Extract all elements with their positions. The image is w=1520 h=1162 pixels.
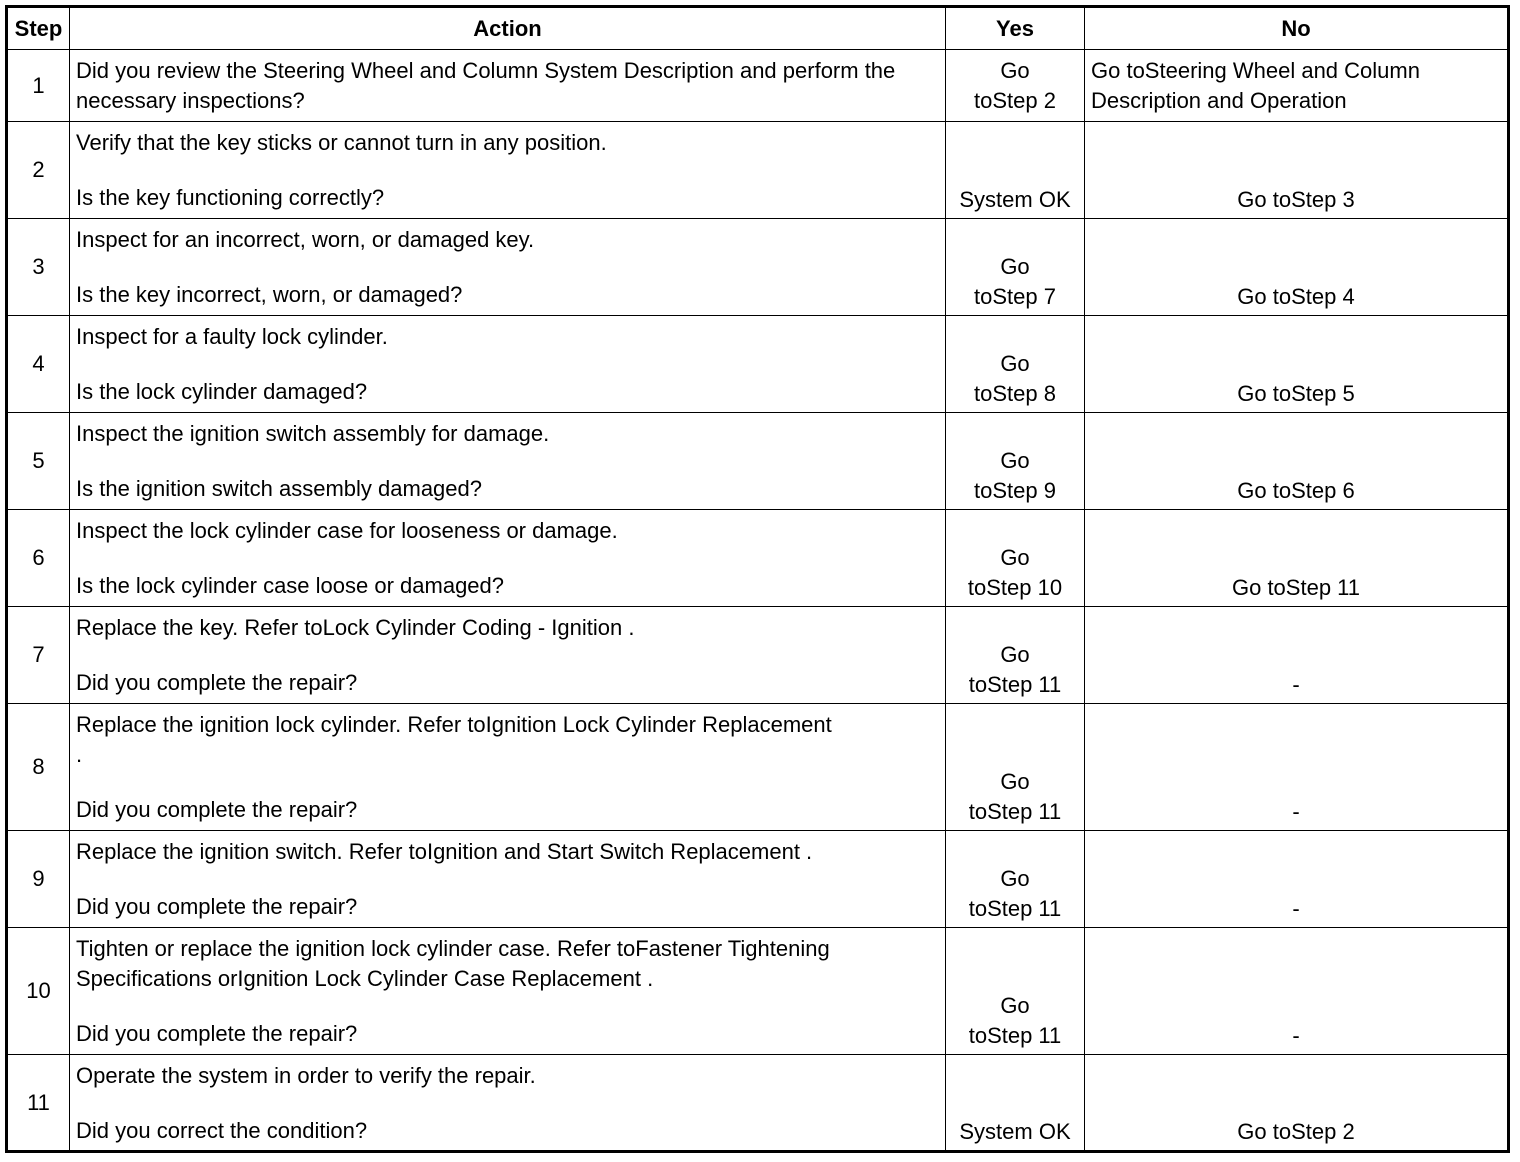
spacer [76, 994, 939, 1019]
action-cell [70, 831, 946, 928]
no-cell: Go toStep 5 [1085, 316, 1509, 413]
step-number: 3 [7, 219, 70, 316]
yes-cell [946, 50, 1085, 122]
action-text: Replace the key. Refer toLock Cylinder Coding - Ignition . [76, 615, 635, 640]
action-cell [70, 122, 946, 219]
action-question: Is the key incorrect, worn, or damaged? [76, 282, 463, 307]
yes-text: toStep 11 [968, 896, 1062, 921]
action-cell [70, 510, 946, 607]
yes-cell [946, 413, 1085, 510]
step-number: 5 [7, 413, 70, 510]
action-text: . [76, 742, 83, 767]
spacer [76, 643, 939, 668]
action-text: Specifications orIgnition Lock Cylinder Case Replacement . [76, 966, 654, 991]
action-cell [70, 316, 946, 413]
table-row [7, 1055, 1509, 1152]
action-cell [70, 928, 946, 1055]
diagnostic-table [5, 5, 1510, 1153]
yes-text: Go [1000, 769, 1030, 794]
action-question: Is the lock cylinder case loose or damaged? [76, 573, 505, 598]
step-number: 9 [7, 831, 70, 928]
yes-cell [946, 607, 1085, 704]
table-row [7, 607, 1509, 704]
action-text: Operate the system in order to verify the repair. [76, 1063, 536, 1088]
yes-cell [946, 831, 1085, 928]
action-question: Did you correct the condition? [76, 1118, 368, 1143]
table-row [7, 928, 1509, 1055]
yes-text: toStep 2 [974, 88, 1056, 113]
header-no: No [1085, 7, 1509, 50]
table-row [7, 316, 1509, 413]
yes-text: toStep 8 [974, 381, 1056, 406]
no-cell: Go toStep 2 [1085, 1055, 1509, 1152]
spacer [76, 1091, 939, 1116]
action-cell [70, 413, 946, 510]
action-question: Did you complete the repair? [76, 670, 358, 695]
action-cell [70, 704, 946, 831]
diagnostic-table-wrapper [5, 5, 1510, 1153]
table-body [7, 50, 1509, 1152]
no-cell: Go toStep 4 [1085, 219, 1509, 316]
action-cell [70, 1055, 946, 1152]
yes-text: Go [1000, 351, 1030, 376]
table-row [7, 50, 1509, 122]
yes-text: toStep 11 [968, 672, 1062, 697]
yes-text: Go [1000, 254, 1030, 279]
action-question: Is the lock cylinder damaged? [76, 379, 368, 404]
header-step: Step [7, 7, 70, 50]
spacer [76, 255, 939, 280]
no-cell: Go toStep 3 [1085, 122, 1509, 219]
yes-cell [946, 122, 1085, 219]
action-question: Did you complete the repair? [76, 894, 358, 919]
step-number: 8 [7, 704, 70, 831]
yes-text: Go [1000, 866, 1030, 891]
action-text: Verify that the key sticks or cannot turn in any position. [76, 130, 607, 155]
action-text: Tighten or replace the ignition lock cylinder case. Refer toFastener Tightening [76, 936, 830, 961]
yes-text: toStep 7 [974, 284, 1056, 309]
spacer [76, 770, 939, 795]
header-yes: Yes [946, 7, 1085, 50]
yes-text: Go [1000, 993, 1030, 1018]
no-cell: - [1085, 704, 1509, 831]
yes-text: Go [1000, 448, 1030, 473]
yes-cell [946, 219, 1085, 316]
step-number: 11 [7, 1055, 70, 1152]
step-number: 7 [7, 607, 70, 704]
spacer [76, 546, 939, 571]
step-number: 2 [7, 122, 70, 219]
spacer [76, 352, 939, 377]
action-text: Inspect for a faulty lock cylinder. [76, 324, 388, 349]
action-cell [70, 607, 946, 704]
action-text: Inspect for an incorrect, worn, or damaged key. [76, 227, 535, 252]
no-cell: - [1085, 831, 1509, 928]
step-number: 1 [7, 50, 70, 122]
yes-text: toStep 11 [968, 1023, 1062, 1048]
action-question: Did you complete the repair? [76, 797, 358, 822]
action-cell [70, 50, 946, 122]
yes-text: toStep 10 [967, 575, 1063, 600]
action-text: Did you review the Steering Wheel and Column System Description and perform the necessary inspections? [76, 58, 896, 113]
yes-text: System OK [959, 187, 1071, 212]
yes-text: System OK [959, 1119, 1071, 1144]
yes-cell [946, 510, 1085, 607]
yes-text: Go [1000, 58, 1030, 83]
yes-cell [946, 316, 1085, 413]
no-cell: Go toSteering Wheel and Column Description and Operation [1085, 50, 1509, 122]
no-cell: - [1085, 607, 1509, 704]
table-row [7, 510, 1509, 607]
action-question: Did you complete the repair? [76, 1021, 358, 1046]
step-number: 4 [7, 316, 70, 413]
table-row [7, 704, 1509, 831]
action-text: Replace the ignition lock cylinder. Refer toIgnition Lock Cylinder Replacement [76, 712, 832, 737]
yes-cell [946, 928, 1085, 1055]
yes-text: toStep 9 [974, 478, 1056, 503]
spacer [76, 158, 939, 183]
no-cell: - [1085, 928, 1509, 1055]
yes-cell [946, 704, 1085, 831]
spacer [76, 867, 939, 892]
header-action: Action [70, 7, 946, 50]
header-row [7, 7, 1509, 50]
yes-cell [946, 1055, 1085, 1152]
yes-text: Go [1000, 642, 1030, 667]
table-row [7, 831, 1509, 928]
no-cell: Go toStep 6 [1085, 413, 1509, 510]
table-row [7, 122, 1509, 219]
step-number: 6 [7, 510, 70, 607]
action-question: Is the ignition switch assembly damaged? [76, 476, 482, 501]
yes-text: toStep 11 [968, 799, 1062, 824]
action-text: Inspect the lock cylinder case for looseness or damage. [76, 518, 618, 543]
table-row [7, 219, 1509, 316]
action-question: Is the key functioning correctly? [76, 185, 385, 210]
no-cell: Go toStep 11 [1085, 510, 1509, 607]
yes-text: Go [1000, 545, 1030, 570]
action-text: Replace the ignition switch. Refer toIgnition and Start Switch Replacement . [76, 839, 813, 864]
table-row [7, 413, 1509, 510]
step-number: 10 [7, 928, 70, 1055]
spacer [76, 449, 939, 474]
action-text: Inspect the ignition switch assembly for damage. [76, 421, 550, 446]
action-cell [70, 219, 946, 316]
